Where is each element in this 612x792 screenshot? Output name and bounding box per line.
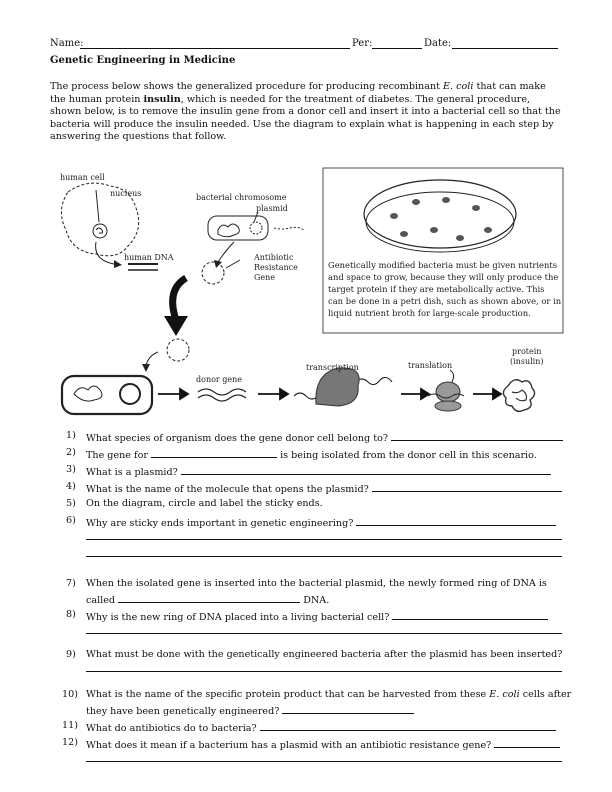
q10-answer-line[interactable] [282, 703, 414, 714]
recombinant-plasmid [120, 384, 140, 404]
petri-note-line-1: Genetically modified bacteria must be given nutrients [328, 260, 558, 270]
q6-number: 6) [66, 515, 76, 526]
question-12 [62, 737, 562, 754]
page-title: Genetic Engineering in Medicine [50, 55, 236, 66]
loose-dna [274, 227, 304, 230]
intro-paragraph [50, 81, 562, 144]
q5-number: 5) [66, 498, 76, 509]
genetic-engineering-diagram [48, 160, 564, 430]
q12-number: 12) [62, 737, 78, 748]
insulin-protein [503, 380, 534, 412]
q1-text: What species of organism does the gene donor cell belong to? [86, 433, 389, 444]
date-field[interactable] [452, 38, 558, 49]
q3-text: What is a plasmid? [86, 467, 178, 478]
q2-number: 2) [66, 447, 76, 458]
q10-ecoli: E. coli [489, 689, 520, 700]
q9-answer-line[interactable] [66, 666, 562, 683]
q10-text-c: they have been genetically engineered? [86, 706, 280, 717]
cell-to-plasmid-arrow [218, 242, 234, 262]
big-arrow-head [164, 316, 188, 336]
q8-answer-line-1[interactable] [392, 609, 548, 620]
q10-number: 10) [62, 689, 78, 700]
question-6 [66, 515, 562, 532]
mrna-strand [354, 377, 392, 384]
plasmid-in-cell [250, 222, 262, 234]
question-4 [66, 481, 562, 498]
q2-text-a: The gene for [86, 450, 148, 461]
question-1 [66, 430, 562, 447]
rna-polymerase [316, 368, 359, 406]
bacterium-shape [208, 216, 268, 240]
petri-note-line-4: can be done in a petri dish, such as shown above, or in [328, 296, 562, 306]
q3-number: 3) [66, 464, 76, 475]
intro-ecoli: E. coli [443, 81, 474, 92]
label-translation: translation [408, 361, 453, 370]
nucleus-dna [96, 228, 103, 233]
ribosome-bottom [435, 401, 461, 411]
intro-text-3: , which is needed for the treatment of diabetes. The general procedure, shown below, is to remove the insulin gene from a donor cell and insert it into a bacterial cell so that the bacteria will produce the insulin needed. Use the diagram to explain what is happening in each step by answering the questions that follow. [50, 93, 561, 143]
name-label: Name: [50, 38, 84, 49]
period-label: Per: [352, 38, 373, 49]
q12-extra-line-2[interactable] [66, 754, 562, 771]
q8-text: Why is the new ring of DNA placed into a living bacterial cell? [86, 612, 390, 623]
question-7-cont [66, 592, 562, 609]
intro-text-1: The process below shows the generalized procedure for producing recombinant [50, 81, 444, 92]
plasmid-drop-arrow [146, 352, 158, 366]
q12-text: What does it mean if a bacterium has a plasmid with an antibiotic resistance gene? [86, 740, 492, 751]
q2-text-b: is being isolated from the donor cell in this scenario. [280, 450, 537, 461]
q12-answer-line-1[interactable] [494, 737, 560, 748]
label-antibiotic-2: Resistance [254, 263, 298, 272]
question-10 [62, 689, 572, 703]
question-7 [66, 578, 562, 592]
petri-note-line-5: liquid nutrient broth for large-scale production. [328, 308, 531, 318]
q6-extra-line-2[interactable] [66, 532, 562, 549]
q1-number: 1) [66, 430, 76, 441]
question-11 [62, 720, 562, 737]
q11-text: What do antibiotics do to bacteria? [86, 723, 257, 734]
q10-text-a: What is the name of the specific protein product that can be harvested from these [86, 689, 490, 700]
cell-to-dna-arrow [96, 242, 114, 264]
q3-answer-line[interactable] [181, 464, 551, 475]
question-2 [66, 447, 562, 464]
q8-number: 8) [66, 609, 76, 620]
recombinant-chromosome [74, 386, 102, 401]
q7-text-a: When the isolated gene is inserted into the bacterial plasmid, the newly formed ring of DNA is [86, 578, 547, 589]
q5-text: On the diagram, circle and label the sticky ends. [86, 498, 323, 509]
petri-note-line-2: and space to grow, because they will only produce the [328, 272, 559, 282]
q6-answer-line-1[interactable] [356, 515, 556, 526]
question-list [62, 430, 572, 771]
worksheet-header [50, 38, 558, 52]
q11-number: 11) [62, 720, 78, 731]
transcription-dna [294, 393, 318, 399]
q4-text: What is the name of the molecule that opens the plasmid? [86, 484, 369, 495]
q7-number: 7) [66, 578, 76, 589]
open-plasmid [202, 262, 224, 284]
petri-note-line-3: target protein if they are metabolically active. This [328, 284, 545, 294]
q11-answer-line[interactable] [260, 720, 556, 731]
name-field[interactable] [80, 38, 350, 49]
plasmid-top [167, 339, 189, 361]
period-field[interactable] [372, 38, 422, 49]
date-label: Date: [424, 38, 452, 49]
bacterial-chromosome-shape [218, 224, 239, 237]
nucleus-pointer [96, 190, 99, 222]
label-bacterial-chromosome: bacterial chromosome [196, 193, 287, 202]
q9-text: What must be done with the genetically engineered bacteria after the plasmid has been inserted? [86, 649, 563, 660]
question-10-cont [66, 703, 562, 720]
q7-text-b: called [86, 595, 116, 606]
label-donor-gene: donor gene [196, 375, 243, 384]
q9-number: 9) [66, 649, 76, 660]
q4-number: 4) [66, 481, 76, 492]
label-transcription: transcription [306, 363, 359, 372]
q7-answer-line[interactable] [118, 592, 300, 603]
label-nucleus: nucleus [110, 189, 142, 198]
petri-dish-lid [364, 180, 516, 248]
label-human-cell: human cell [60, 173, 105, 182]
question-9 [66, 649, 562, 666]
bacterial-colonies [390, 197, 492, 241]
plasmid-pointer [254, 212, 258, 222]
q2-answer-line[interactable] [151, 447, 277, 458]
question-8 [66, 609, 562, 626]
intro-text-2: that can make the human protein [50, 81, 546, 105]
q4-answer-line[interactable] [372, 481, 562, 492]
q8-extra-line-2[interactable] [66, 626, 562, 643]
petri-dish-base [366, 192, 514, 252]
label-protein-2: (insulin) [510, 357, 544, 366]
donor-gene-top [198, 389, 246, 395]
label-antibiotic-1: Antibiotic [254, 253, 294, 262]
donor-gene-bottom [198, 395, 246, 401]
label-antibiotic-3: Gene [254, 273, 276, 282]
label-plasmid: plasmid [256, 204, 288, 213]
big-curved-arrow [173, 278, 186, 320]
nucleus-shape [93, 224, 107, 238]
intro-insulin: insulin [143, 93, 181, 105]
label-human-dna: human DNA [124, 253, 174, 262]
q10-text-b: cells after [519, 689, 572, 700]
question-3 [66, 464, 562, 481]
q7-text-c: DNA. [303, 595, 330, 606]
ribosome-top [436, 382, 460, 402]
q6-text: Why are sticky ends important in genetic engineering? [86, 518, 354, 529]
q1-answer-line[interactable] [391, 430, 563, 441]
q6-extra-line-3[interactable] [66, 549, 562, 566]
label-protein-1: protein [512, 347, 542, 356]
question-5 [66, 498, 562, 515]
